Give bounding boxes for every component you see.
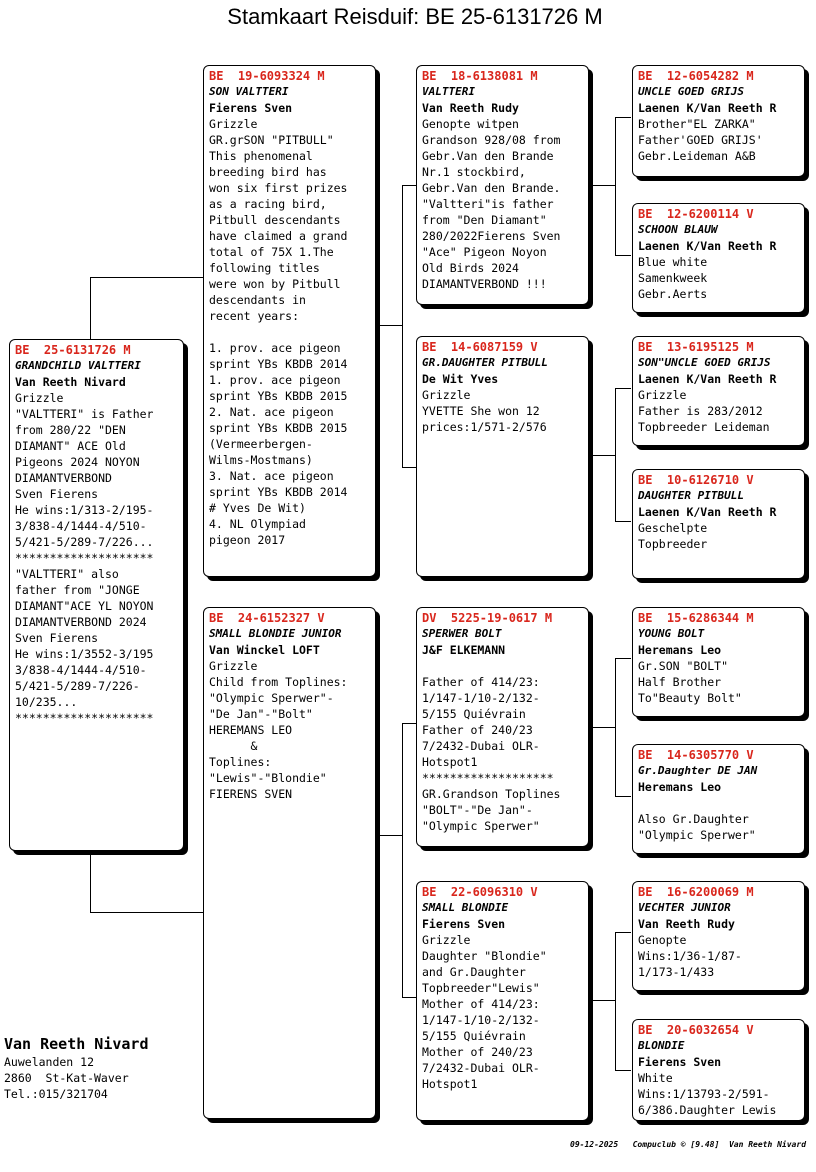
- breeder-name: Van Reeth Rudy: [638, 917, 735, 931]
- breeder-name: Heremans Leo: [638, 780, 722, 794]
- pigeon-name: UNCLE GOED GRIJS: [638, 85, 744, 98]
- pigeon-card-sds[interactable]: [632, 336, 805, 446]
- ring-number: BE 10-6126710 V: [638, 473, 754, 487]
- pigeon-name: VECHTER JUNIOR: [638, 901, 731, 914]
- breeder-name: Van Winckel LOFT: [209, 643, 320, 657]
- ring-number: BE 24-6152327 V: [209, 611, 325, 625]
- pigeon-card-dds[interactable]: [632, 881, 805, 991]
- pigeon-name: YOUNG BOLT: [638, 627, 705, 640]
- ring-number: DV 5225-19-0617 M: [422, 611, 553, 625]
- breeder-name: Fierens Sven: [422, 917, 506, 931]
- ring-number: BE 14-6087159 V: [422, 340, 538, 354]
- breeder-name: Van Reeth Rudy: [422, 101, 519, 115]
- pigeon-details: Grizzle YVETTE She won 12 prices:1/571-2/576: [422, 388, 547, 434]
- pigeon-card-ssd[interactable]: [632, 203, 805, 313]
- pigeon-card-sire-sire[interactable]: [416, 65, 589, 305]
- ring-number: BE 12-6200114 V: [638, 207, 754, 221]
- ring-number: BE 19-6093324 M: [209, 69, 325, 83]
- breeder-name: Fierens Sven: [638, 1055, 722, 1069]
- pigeon-name: DAUGHTER PITBULL: [638, 489, 744, 502]
- ring-number: BE 12-6054282 M: [638, 69, 754, 83]
- pigeon-card-sire-dam[interactable]: [416, 336, 589, 577]
- owner-city: 2860 St-Kat-Waver: [4, 1071, 129, 1085]
- pigeon-card-dam[interactable]: [203, 607, 376, 1119]
- pigeon-name: SCHOON BLAUW: [638, 223, 718, 236]
- ring-number: BE 13-6195125 M: [638, 340, 754, 354]
- breeder-name: J&F ELKEMANN: [422, 643, 506, 657]
- pigeon-details: Geschelpte Topbreeder: [638, 521, 708, 551]
- ring-number: BE 25-6131726 M: [15, 343, 131, 357]
- owner-phone: Tel.:015/321704: [4, 1087, 108, 1101]
- pigeon-card-ddd[interactable]: [632, 1019, 805, 1121]
- pigeon-name: SON VALTTERI: [209, 85, 289, 98]
- pigeon-name: SMALL BLONDIE: [422, 901, 509, 914]
- pigeon-details: Father of 414/23: 1/147-1/10-2/132- 5/155 Quiévrain Father of 240/23 7/2432-Dubai OLR- Hotspot1 ******************* GR.Grandson Toplines "BOLT"-"De Jan"- "Olympic Sperwer": [422, 675, 561, 833]
- page-title: Stamkaart Reisduif: BE 25-6131726 M: [227, 4, 603, 29]
- breeder-name: De Wit Yves: [422, 372, 499, 386]
- ring-number: BE 20-6032654 V: [638, 1023, 754, 1037]
- pigeon-details: Grizzle Daughter "Blondie" and Gr.Daughter Topbreeder"Lewis" Mother of 414/23: 1/147-1/10-2/132- 5/155 Quiévrain Mother of 240/23 7/2432-Dubai OLR- Hotspot1: [422, 933, 547, 1091]
- pigeon-details: Grizzle GR.grSON "PITBULL" This phenomenal breeding bird has won six first prizes as a racing bird, Pitbull descendants have claimed a grand total of 75X 1.The following titles were won by Pitbull descendants in recent years: 1. prov. ace pigeon sprint YBs KBDB 2014 1. prov. ace pigeon sprint YBs KBDB 2015 2. Nat. ace pigeon sprint YBs KBDB 2015 (Vermeerbergen- Wilms-Mostmans) 3. Nat. ace pigeon sprint YBs KBDB 2014 # Yves De Wit) 4. NL Olympiad pigeon 2017: [209, 117, 348, 547]
- ring-number: BE 18-6138081 M: [422, 69, 538, 83]
- breeder-name: Laenen K/Van Reeth R: [638, 372, 777, 386]
- pigeon-card-subject[interactable]: [9, 339, 184, 851]
- pigeon-name: SPERWER BOLT: [422, 627, 502, 640]
- pigeon-details: Gr.SON "BOLT" Half Brother To"Beauty Bolt": [638, 659, 742, 705]
- pigeon-details: Also Gr.Daughter "Olympic Sperwer": [638, 812, 756, 842]
- pigeon-details: Grizzle Father is 283/2012 Topbreeder Leideman: [638, 388, 770, 434]
- breeder-name: Laenen K/Van Reeth R: [638, 101, 777, 115]
- pigeon-name: Gr.Daughter DE JAN: [638, 764, 758, 777]
- breeder-name: Van Reeth Nivard: [15, 375, 126, 389]
- breeder-name: Laenen K/Van Reeth R: [638, 505, 777, 519]
- ring-number: BE 15-6286344 M: [638, 611, 754, 625]
- pigeon-name: SMALL BLONDIE JUNIOR: [209, 627, 342, 640]
- pigeon-details: White Wins:1/13793-2/591- 6/386.Daughter Lewis: [638, 1071, 777, 1117]
- pigeon-card-dam-sire[interactable]: [416, 607, 589, 847]
- pigeon-details: Brother"EL ZARKA" Father'GOED GRIJS' Gebr.Leideman A&B: [638, 117, 763, 163]
- owner-name: Van Reeth Nivard: [4, 1035, 149, 1053]
- pigeon-name: GR.DAUGHTER PITBULL: [422, 356, 548, 369]
- pigeon-details: Genopte Wins:1/36-1/87- 1/173-1/433: [638, 933, 742, 979]
- breeder-name: Laenen K/Van Reeth R: [638, 239, 777, 253]
- pigeon-name: GRANDCHILD VALTTERI: [15, 359, 141, 372]
- pigeon-card-sss[interactable]: [632, 65, 805, 177]
- pigeon-card-sdd[interactable]: [632, 469, 805, 579]
- pigeon-card-dsd[interactable]: [632, 744, 805, 854]
- ring-number: BE 14-6305770 V: [638, 748, 754, 762]
- pigeon-card-sire[interactable]: [203, 65, 376, 577]
- pigeon-details: Blue white Samenkweek Gebr.Aerts: [638, 255, 708, 301]
- breeder-name: Heremans Leo: [638, 643, 722, 657]
- pigeon-card-dss[interactable]: [632, 607, 805, 717]
- pigeon-details: Grizzle "VALTTERI" is Father from 280/22 "DEN DIAMANT" ACE Old Pigeons 2024 NOYON DIAMANTVERBOND Sven Fierens He wins:1/313-2/195- 3/838-4/1444-4/510- 5/421-5/289-7/226... ******************** "VALTTERI" also father from "JONGE DIAMANT"ACE YL NOYON DIAMANTVERBOND 2024 Sven Fierens He wins:1/3552-3/195 3/838-4/1444-4/510- 5/421-5/289-7/226- 10/235... ********************: [15, 391, 154, 725]
- owner-street: Auwelanden 12: [4, 1055, 95, 1069]
- pigeon-card-dam-dam[interactable]: [416, 881, 589, 1121]
- pigeon-details: Grizzle Child from Toplines: "Olympic Sperwer"- "De Jan"-"Bolt" HEREMANS LEO & Toplines: "Lewis"-"Blondie" FIERENS SVEN: [209, 659, 348, 801]
- footer-text: 09-12-2025 Compuclub © [9.48] Van Reeth Nivard: [570, 1140, 807, 1149]
- ring-number: BE 22-6096310 V: [422, 885, 538, 899]
- pigeon-name: VALTTERI: [422, 85, 475, 98]
- breeder-name: Fierens Sven: [209, 101, 293, 115]
- ring-number: BE 16-6200069 M: [638, 885, 754, 899]
- pigeon-name: BLONDIE: [638, 1039, 685, 1052]
- pigeon-details: Genopte witpen Grandson 928/08 from Gebr.Van den Brande Nr.1 stockbird, Gebr.Van den Brande. "Valtteri"is father from "Den Diamant" 280/2022Fierens Sven "Ace" Pigeon Noyon Old Birds 2024 DIAMANTVERBOND !!!: [422, 117, 561, 291]
- pigeon-name: SON"UNCLE GOED GRIJS: [638, 356, 771, 369]
- owner-block: [4, 1034, 149, 1102]
